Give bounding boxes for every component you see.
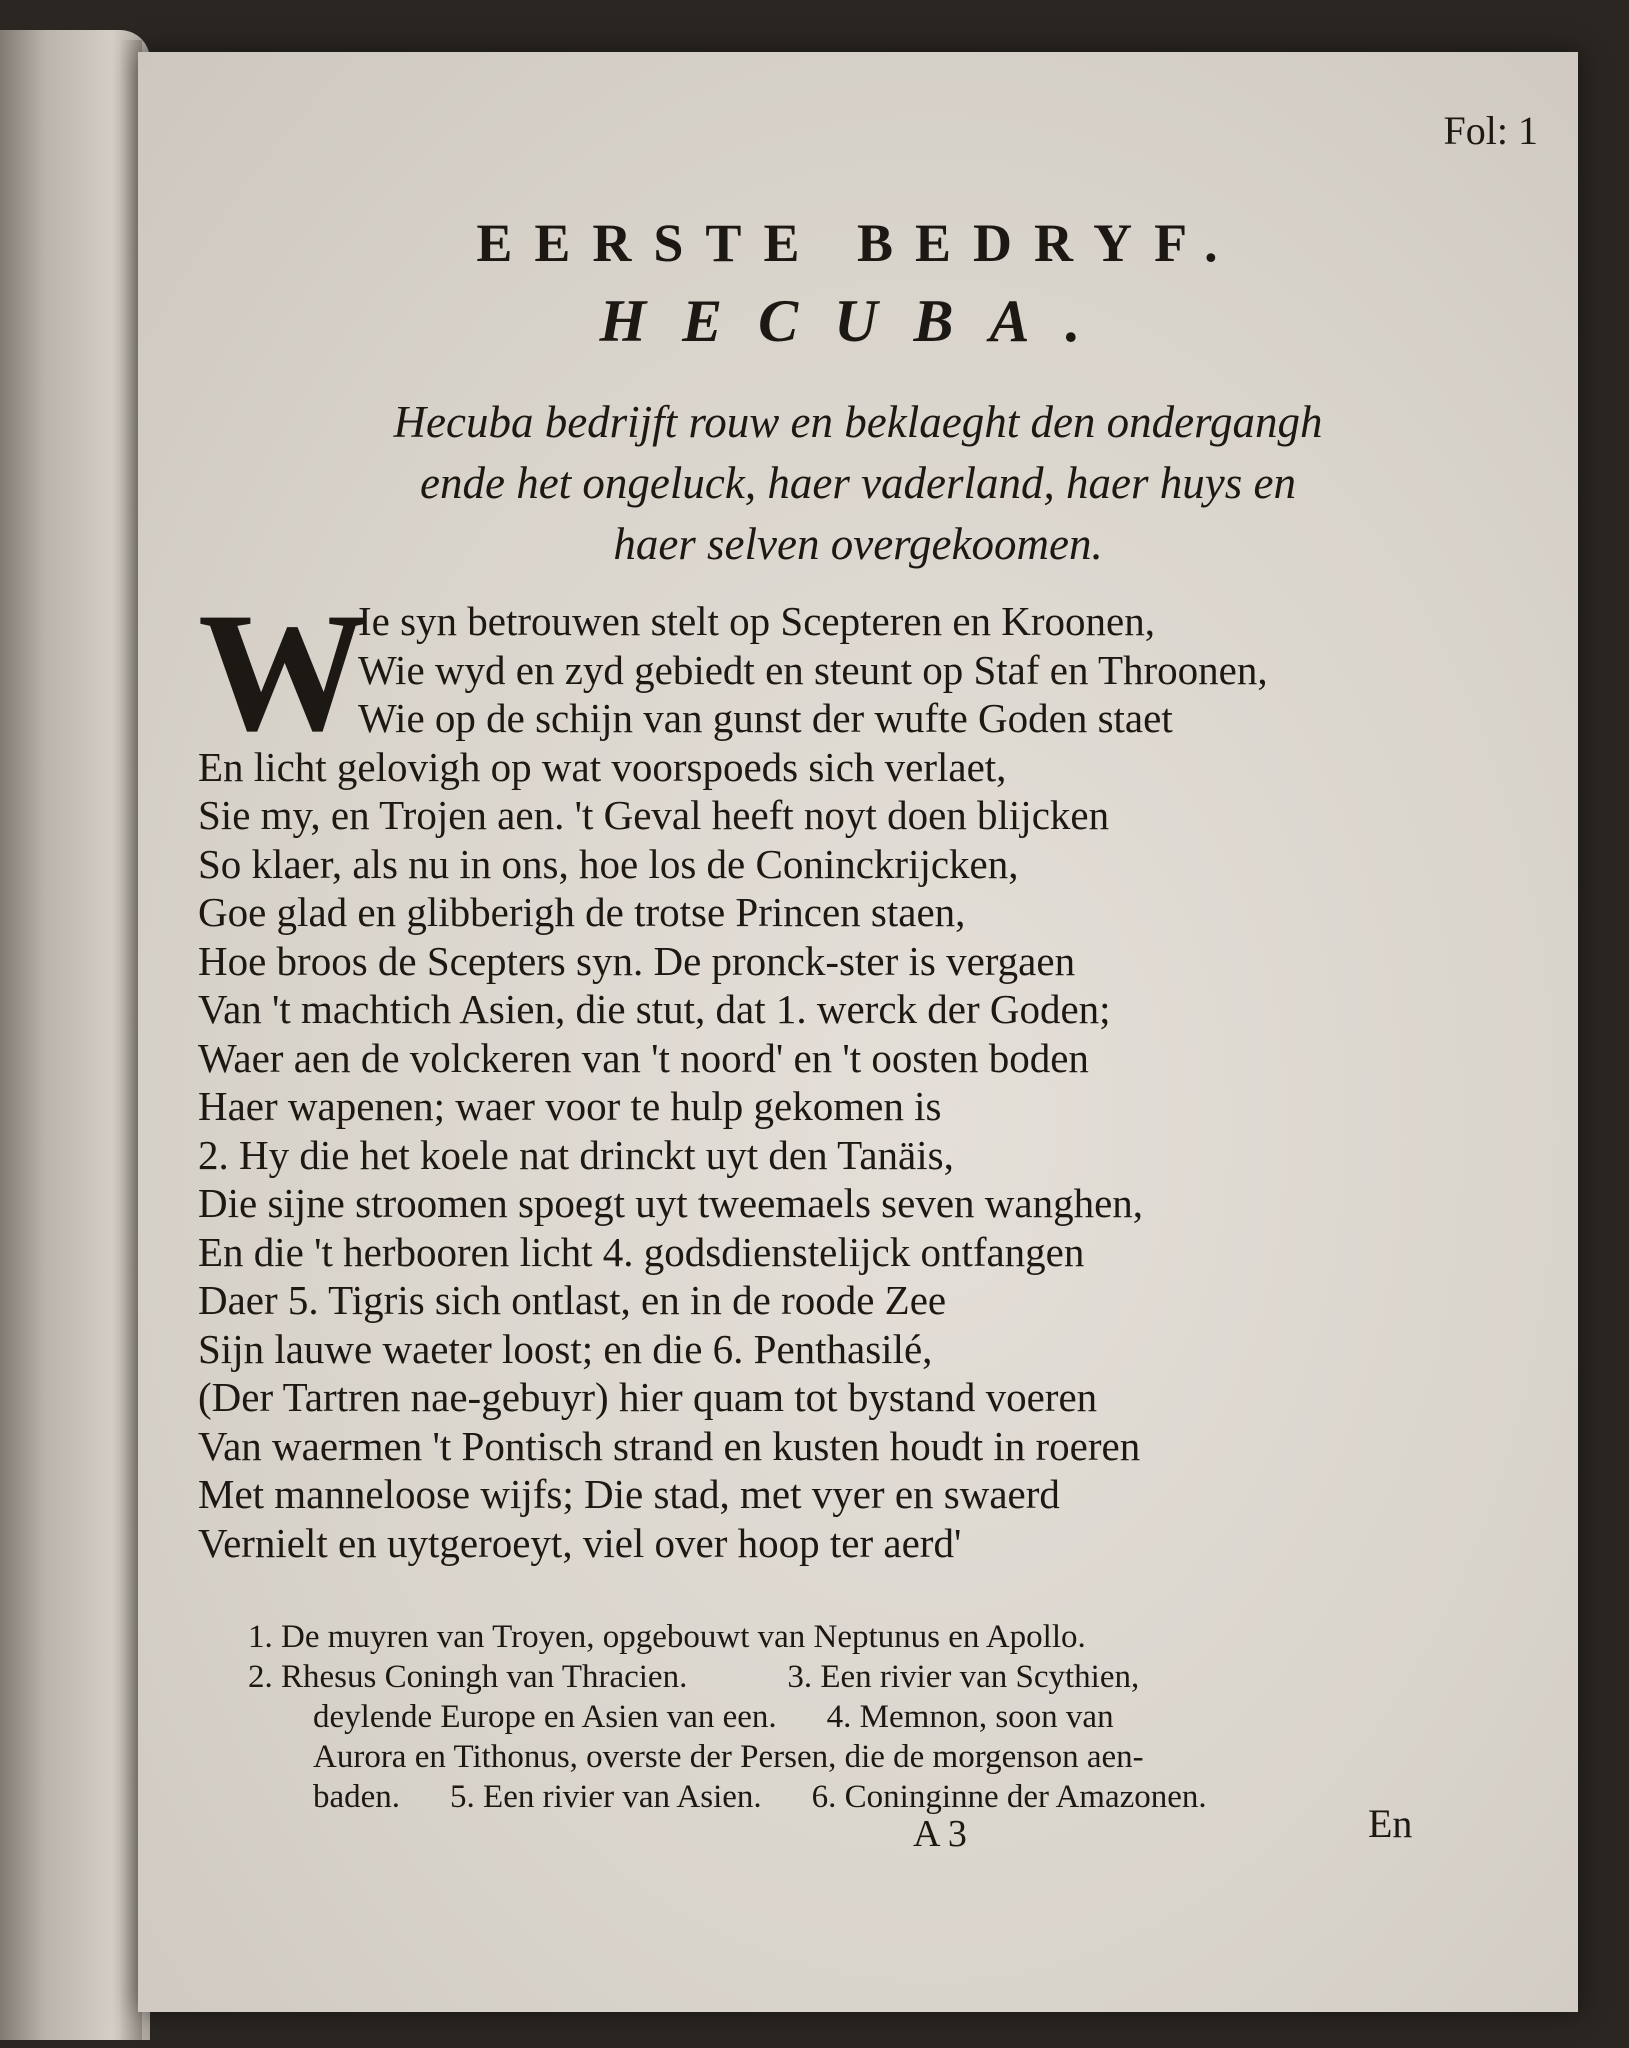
verse-line: Haer wapenen; waer voor te hulp gekomen is — [198, 1083, 942, 1129]
act-title: EERSTE BEDRYF. — [476, 213, 1240, 273]
drop-cap: W — [198, 578, 368, 766]
verse-line: So klaer, als nu in ons, hoe los de Coninckrijcken, — [198, 840, 1019, 887]
verse-line: Waer aen de volckeren van 't noord' en 't oosten boden — [198, 1034, 1089, 1081]
footnote-line — [248, 1777, 1498, 1817]
footnote-line — [248, 1697, 1498, 1737]
verse-line: 2. Hy die het koele nat drinckt uyt den Tanäis, — [198, 1131, 954, 1178]
verse-line: Wie wyd en zyd gebiedt en steunt op Staf en Throonen, — [358, 646, 1268, 693]
argument-line: ende het ongeluck, haer vaderland, haer huys en — [420, 458, 1296, 508]
play-title: HECUBA. — [599, 288, 1117, 354]
verse-line: Van 't machtich Asien, die stut, dat 1. werck der Goden; — [198, 986, 1111, 1032]
verse-line: Ie syn betrouwen stelt op Scepteren en Kroonen, — [358, 598, 1155, 644]
footnotes — [248, 1617, 1498, 1817]
footnote-4: 4. Memnon, soon van — [826, 1699, 1114, 1735]
footnote-4-cont: Aurora en Tithonus, overste der Persen, die de morgenson aen- — [313, 1739, 1144, 1775]
verse-line: Wie op de schijn van gunst der wufte Goden staet — [358, 695, 1173, 741]
verse-line: En licht gelovigh op wat voorspoeds sich verlaet, — [198, 743, 1007, 790]
verse-line: En die 't herbooren licht 4. godsdienstelijck ontfangen — [198, 1228, 1085, 1275]
footnote-2: 2. Rhesus Coningh van Thracien. — [248, 1659, 688, 1695]
argument-summary — [258, 392, 1458, 575]
verse-line: Vernielt en uytgeroeyt, viel over hoop ter aerd' — [198, 1519, 962, 1566]
argument-line: Hecuba bedrijft rouw en beklaeght den ondergangh — [393, 397, 1323, 447]
footnote-6: 6. Coninginne der Amazonen. — [811, 1779, 1207, 1815]
footnote-5: 5. Een rivier van Asien. — [450, 1779, 762, 1815]
book-page — [138, 52, 1578, 2012]
verse-line: Hoe broos de Scepters syn. De pronck-ster is vergaen — [198, 937, 1076, 984]
footnote-line — [248, 1737, 1498, 1777]
verse-line: Van waermen 't Pontisch strand en kusten houdt in roeren — [198, 1422, 1141, 1469]
footnote-line — [248, 1617, 1498, 1657]
footnote-4-end: baden. — [313, 1779, 401, 1815]
footnote-line — [248, 1657, 1498, 1697]
verse-line: Sie my, en Trojen aen. 't Geval heeft noyt doen blijcken — [198, 792, 1110, 838]
verse-line: Daer 5. Tigris sich ontlast, en in de roode Zee — [198, 1277, 947, 1323]
verse-line: Die sijne stroomen spoegt uyt tweemaels seven wanghen, — [198, 1180, 1144, 1226]
verse-line: Sijn lauwe waeter loost; en die 6. Penthasilé, — [198, 1325, 933, 1372]
footnote-3: 3. Een rivier van Scythien, — [787, 1659, 1140, 1695]
verse-line: Goe glad en glibberigh de trotse Princen staen, — [198, 889, 966, 935]
footnote-1: 1. De muyren van Troyen, opgebouwt van Neptunus en Apollo. — [248, 1619, 1086, 1655]
folio-number: Fol: 1 — [1443, 108, 1538, 153]
signature-mark: A 3 — [913, 1813, 967, 1855]
argument-line: haer selven overgekoomen. — [613, 519, 1103, 569]
footnote-3-cont: deylende Europe en Asien van een. — [313, 1699, 777, 1735]
verse-line: Met manneloose wijfs; Die stad, met vyer en swaerd — [198, 1471, 1060, 1517]
verse-body — [198, 578, 1518, 1567]
verse-line: (Der Tartren nae-gebuyr) hier quam tot bystand voeren — [198, 1374, 1098, 1420]
catchword: En — [1368, 1801, 1413, 1846]
